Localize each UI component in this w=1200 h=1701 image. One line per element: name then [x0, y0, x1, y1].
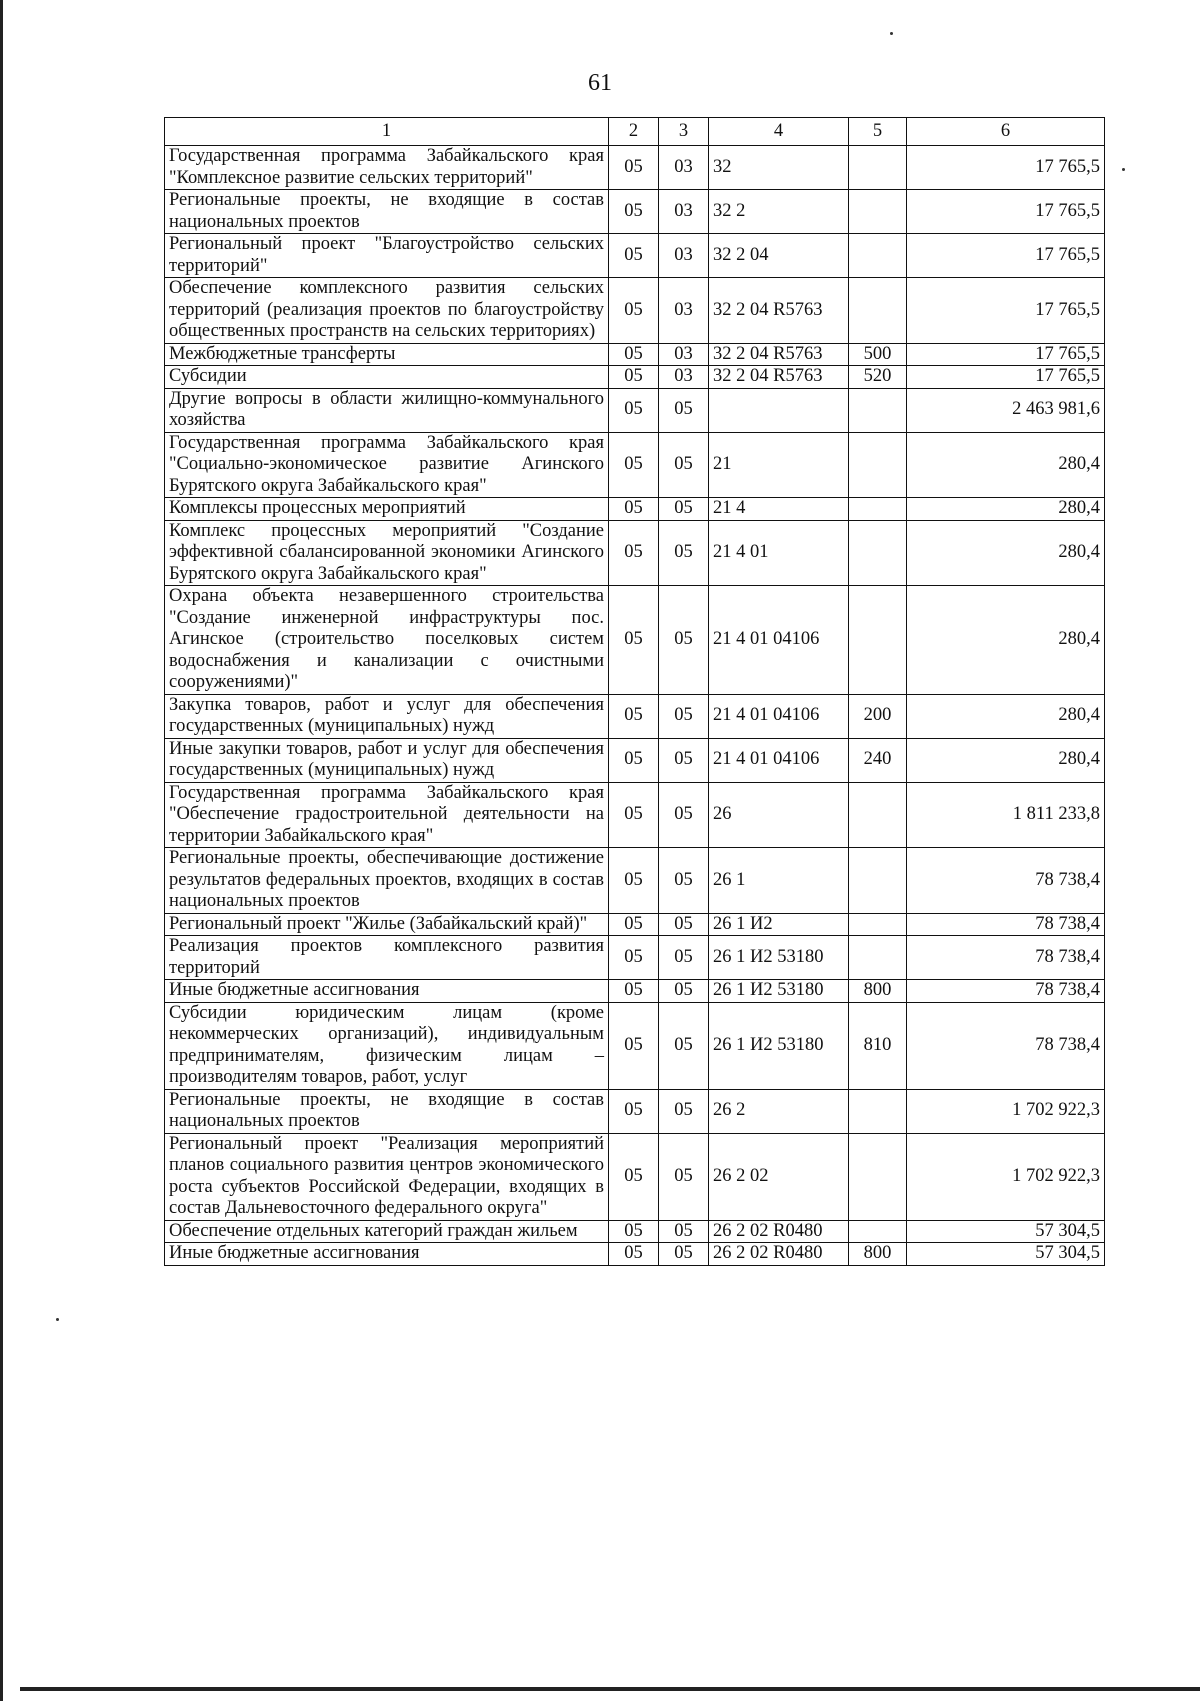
row-name-cell: Обеспечение комплексного развития сельских территорий (реализация проектов по благоустройству общественных пространств на сельских территориях) — [165, 278, 609, 344]
expense-type-cell — [849, 498, 907, 521]
section-code-cell: 05 — [609, 936, 659, 980]
section-code-cell: 05 — [609, 848, 659, 914]
row-name-cell: Иные бюджетные ассигнования — [165, 1243, 609, 1266]
budget-table — [164, 117, 1105, 1266]
subsection-code-cell: 03 — [659, 146, 709, 190]
amount-cell: 17 765,5 — [907, 234, 1105, 278]
amount-cell: 280,4 — [907, 432, 1105, 498]
target-article-cell: 26 1 И2 53180 — [709, 936, 849, 980]
row-name-cell: Иные бюджетные ассигнования — [165, 980, 609, 1003]
target-article-cell: 26 2 02 R0480 — [709, 1220, 849, 1243]
table-row — [165, 586, 1105, 695]
scan-speck — [56, 1318, 59, 1321]
amount-cell: 280,4 — [907, 738, 1105, 782]
amount-cell: 1 702 922,3 — [907, 1133, 1105, 1220]
row-name-cell: Региональные проекты, не входящие в состав национальных проектов — [165, 1089, 609, 1133]
table-row — [165, 146, 1105, 190]
section-code-cell: 05 — [609, 1220, 659, 1243]
target-article-cell: 32 — [709, 146, 849, 190]
expense-type-cell — [849, 278, 907, 344]
amount-cell: 280,4 — [907, 694, 1105, 738]
scan-bottom-edge — [20, 1687, 1200, 1691]
section-code-cell: 05 — [609, 234, 659, 278]
table-row — [165, 936, 1105, 980]
row-name-cell: Охрана объекта незавершенного строительства "Создание инженерной инфраструктуры пос. Агинское (строительство поселковых систем водоснабжения и канализации с очистными сооружениями)" — [165, 586, 609, 695]
amount-cell: 1 702 922,3 — [907, 1089, 1105, 1133]
row-name-cell: Обеспечение отдельных категорий граждан жильем — [165, 1220, 609, 1243]
subsection-code-cell: 05 — [659, 936, 709, 980]
target-article-cell: 32 2 04 R5763 — [709, 366, 849, 389]
header-cell-4: 4 — [709, 118, 849, 146]
row-name-cell: Межбюджетные трансферты — [165, 343, 609, 366]
expense-type-cell — [849, 1133, 907, 1220]
expense-type-cell — [849, 1089, 907, 1133]
table-row — [165, 234, 1105, 278]
table-row — [165, 980, 1105, 1003]
table-row — [165, 432, 1105, 498]
expense-type-cell: 810 — [849, 1002, 907, 1089]
expense-type-cell — [849, 432, 907, 498]
amount-cell: 17 765,5 — [907, 190, 1105, 234]
section-code-cell: 05 — [609, 1133, 659, 1220]
row-name-cell: Региональные проекты, обеспечивающие достижение результатов федеральных проектов, входящих в состав национальных проектов — [165, 848, 609, 914]
target-article-cell: 26 2 02 — [709, 1133, 849, 1220]
section-code-cell: 05 — [609, 980, 659, 1003]
section-code-cell: 05 — [609, 343, 659, 366]
expense-type-cell — [849, 782, 907, 848]
subsection-code-cell: 05 — [659, 1220, 709, 1243]
row-name-cell: Региональный проект "Реализация мероприятий планов социального развития центров экономического роста субъектов Российской Федерации, входящих в состав Дальневосточного федерального округа" — [165, 1133, 609, 1220]
scan-speck — [1122, 168, 1125, 171]
target-article-cell: 26 1 И2 53180 — [709, 1002, 849, 1089]
target-article-cell: 26 2 — [709, 1089, 849, 1133]
row-name-cell: Комплексы процессных мероприятий — [165, 498, 609, 521]
table-row — [165, 1243, 1105, 1266]
amount-cell: 17 765,5 — [907, 366, 1105, 389]
header-cell-3: 3 — [659, 118, 709, 146]
row-name-cell: Другие вопросы в области жилищно-коммунального хозяйства — [165, 388, 609, 432]
section-code-cell: 05 — [609, 388, 659, 432]
header-row — [165, 118, 1105, 146]
amount-cell: 17 765,5 — [907, 146, 1105, 190]
scan-left-edge — [0, 0, 3, 1701]
expense-type-cell — [849, 848, 907, 914]
header-cell-2: 2 — [609, 118, 659, 146]
table-body — [165, 146, 1105, 1266]
row-name-cell: Комплекс процессных мероприятий "Создание эффективной сбалансированной экономики Агинского Бурятского округа Забайкальского края" — [165, 520, 609, 586]
table-row — [165, 190, 1105, 234]
target-article-cell: 26 1 И2 53180 — [709, 980, 849, 1003]
amount-cell: 280,4 — [907, 586, 1105, 695]
row-name-cell: Региональный проект "Жилье (Забайкальский край)" — [165, 913, 609, 936]
table-row — [165, 848, 1105, 914]
subsection-code-cell: 05 — [659, 913, 709, 936]
section-code-cell: 05 — [609, 586, 659, 695]
section-code-cell: 05 — [609, 913, 659, 936]
target-article-cell: 26 2 02 R0480 — [709, 1243, 849, 1266]
expense-type-cell: 500 — [849, 343, 907, 366]
header-cell-5: 5 — [849, 118, 907, 146]
expense-type-cell — [849, 913, 907, 936]
expense-type-cell: 240 — [849, 738, 907, 782]
amount-cell: 17 765,5 — [907, 343, 1105, 366]
row-name-cell: Иные закупки товаров, работ и услуг для обеспечения государственных (муниципальных) нужд — [165, 738, 609, 782]
row-name-cell: Субсидии юридическим лицам (кроме некоммерческих организаций), индивидуальным предпринимателям, физическим лицам – производителям товаров, работ, услуг — [165, 1002, 609, 1089]
row-name-cell: Государственная программа Забайкальского края "Комплексное развитие сельских территорий" — [165, 146, 609, 190]
table-header — [165, 118, 1105, 146]
target-article-cell: 21 4 01 04106 — [709, 586, 849, 695]
amount-cell: 78 738,4 — [907, 848, 1105, 914]
expense-type-cell: 800 — [849, 980, 907, 1003]
amount-cell: 78 738,4 — [907, 1002, 1105, 1089]
section-code-cell: 05 — [609, 190, 659, 234]
table-row — [165, 388, 1105, 432]
subsection-code-cell: 03 — [659, 278, 709, 344]
subsection-code-cell: 03 — [659, 366, 709, 389]
row-name-cell: Реализация проектов комплексного развития территорий — [165, 936, 609, 980]
subsection-code-cell: 05 — [659, 782, 709, 848]
table-row — [165, 913, 1105, 936]
section-code-cell: 05 — [609, 146, 659, 190]
expense-type-cell — [849, 388, 907, 432]
expense-type-cell: 800 — [849, 1243, 907, 1266]
expense-type-cell: 200 — [849, 694, 907, 738]
row-name-cell: Субсидии — [165, 366, 609, 389]
header-cell-6: 6 — [907, 118, 1105, 146]
subsection-code-cell: 05 — [659, 694, 709, 738]
expense-type-cell — [849, 586, 907, 695]
section-code-cell: 05 — [609, 694, 659, 738]
table-row — [165, 1133, 1105, 1220]
amount-cell: 78 738,4 — [907, 913, 1105, 936]
target-article-cell: 26 — [709, 782, 849, 848]
expense-type-cell — [849, 190, 907, 234]
section-code-cell: 05 — [609, 278, 659, 344]
row-name-cell: Закупка товаров, работ и услуг для обеспечения государственных (муниципальных) нужд — [165, 694, 609, 738]
section-code-cell: 05 — [609, 1002, 659, 1089]
amount-cell: 78 738,4 — [907, 936, 1105, 980]
section-code-cell: 05 — [609, 738, 659, 782]
subsection-code-cell: 05 — [659, 980, 709, 1003]
section-code-cell: 05 — [609, 366, 659, 389]
expense-type-cell — [849, 520, 907, 586]
amount-cell: 280,4 — [907, 520, 1105, 586]
table-row — [165, 278, 1105, 344]
target-article-cell: 21 4 01 — [709, 520, 849, 586]
expense-type-cell — [849, 234, 907, 278]
amount-cell: 57 304,5 — [907, 1220, 1105, 1243]
subsection-code-cell: 05 — [659, 432, 709, 498]
amount-cell: 1 811 233,8 — [907, 782, 1105, 848]
amount-cell: 17 765,5 — [907, 278, 1105, 344]
scan-speck — [890, 32, 893, 35]
table-row — [165, 782, 1105, 848]
section-code-cell: 05 — [609, 432, 659, 498]
subsection-code-cell: 05 — [659, 1133, 709, 1220]
amount-cell: 2 463 981,6 — [907, 388, 1105, 432]
subsection-code-cell: 05 — [659, 848, 709, 914]
subsection-code-cell: 05 — [659, 1243, 709, 1266]
page-number: 61 — [588, 70, 612, 96]
table-row — [165, 1089, 1105, 1133]
subsection-code-cell: 05 — [659, 520, 709, 586]
section-code-cell: 05 — [609, 1089, 659, 1133]
table-row — [165, 1002, 1105, 1089]
target-article-cell: 32 2 04 R5763 — [709, 278, 849, 344]
subsection-code-cell: 05 — [659, 738, 709, 782]
expense-type-cell — [849, 146, 907, 190]
target-article-cell: 21 4 01 04106 — [709, 738, 849, 782]
section-code-cell: 05 — [609, 520, 659, 586]
target-article-cell: 32 2 04 — [709, 234, 849, 278]
target-article-cell: 26 1 И2 — [709, 913, 849, 936]
table-row — [165, 498, 1105, 521]
row-name-cell: Региональный проект "Благоустройство сельских территорий" — [165, 234, 609, 278]
section-code-cell: 05 — [609, 782, 659, 848]
subsection-code-cell: 05 — [659, 1002, 709, 1089]
table-row — [165, 520, 1105, 586]
table-row — [165, 343, 1105, 366]
subsection-code-cell: 05 — [659, 1089, 709, 1133]
subsection-code-cell: 03 — [659, 234, 709, 278]
target-article-cell: 21 — [709, 432, 849, 498]
expense-type-cell — [849, 936, 907, 980]
row-name-cell: Государственная программа Забайкальского края "Социально-экономическое развитие Агинского Бурятского округа Забайкальского края" — [165, 432, 609, 498]
subsection-code-cell: 05 — [659, 498, 709, 521]
amount-cell: 280,4 — [907, 498, 1105, 521]
row-name-cell: Государственная программа Забайкальского края "Обеспечение градостроительной деятельности на территории Забайкальского края" — [165, 782, 609, 848]
target-article-cell: 32 2 — [709, 190, 849, 234]
expense-type-cell: 520 — [849, 366, 907, 389]
section-code-cell: 05 — [609, 1243, 659, 1266]
table-row — [165, 1220, 1105, 1243]
table-row — [165, 694, 1105, 738]
subsection-code-cell: 03 — [659, 343, 709, 366]
target-article-cell: 26 1 — [709, 848, 849, 914]
target-article-cell: 21 4 01 04106 — [709, 694, 849, 738]
section-code-cell: 05 — [609, 498, 659, 521]
subsection-code-cell: 05 — [659, 388, 709, 432]
row-name-cell: Региональные проекты, не входящие в состав национальных проектов — [165, 190, 609, 234]
table-row — [165, 738, 1105, 782]
target-article-cell: 21 4 — [709, 498, 849, 521]
header-cell-1: 1 — [165, 118, 609, 146]
target-article-cell: 32 2 04 R5763 — [709, 343, 849, 366]
amount-cell: 78 738,4 — [907, 980, 1105, 1003]
amount-cell: 57 304,5 — [907, 1243, 1105, 1266]
table-row — [165, 366, 1105, 389]
expense-type-cell — [849, 1220, 907, 1243]
target-article-cell — [709, 388, 849, 432]
subsection-code-cell: 03 — [659, 190, 709, 234]
subsection-code-cell: 05 — [659, 586, 709, 695]
